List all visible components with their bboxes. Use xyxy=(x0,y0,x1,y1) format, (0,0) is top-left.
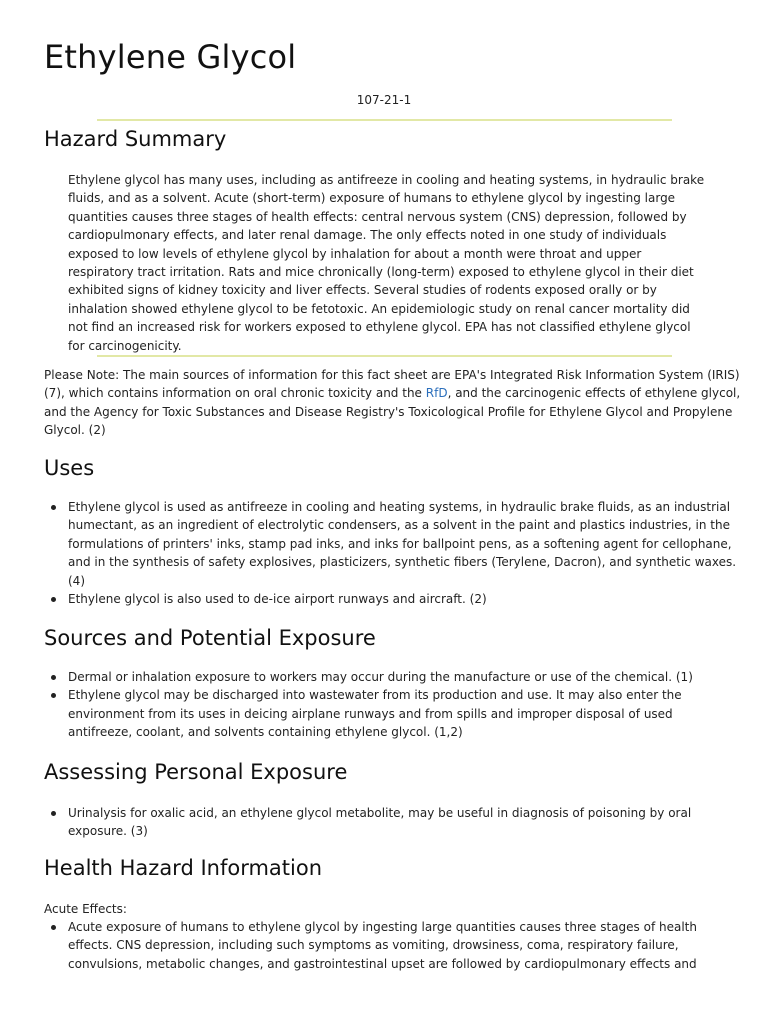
rfd-link[interactable]: RfD xyxy=(425,386,448,401)
assessing-list xyxy=(44,804,708,841)
health-heading: Health Hazard Information xyxy=(44,856,323,880)
cas-number: 107-21-1 xyxy=(356,93,412,107)
sources-note xyxy=(44,366,744,440)
divider xyxy=(97,355,672,357)
assessing-heading: Assessing Personal Exposure xyxy=(44,760,348,784)
hazard-summary-heading: Hazard Summary xyxy=(44,127,227,151)
uses-list xyxy=(44,498,740,608)
sources-heading: Sources and Potential Exposure xyxy=(44,626,376,650)
hazard-summary-text: Ethylene glycol has many uses, including as antifreeze in cooling and heating systems, in hydraulic brake fluids, and as a solvent. Acute (short-term) exposure of humans to ethylene glycol by ingesting large quantities causes three stages of health effects: central nervous system (CNS) depression, followed by cardiopulmonary effects, and later renal damage. The only effects noted in one study of individuals exposed to low levels of ethylene glycol by inhalation for about a month were throat and upper respiratory tract irritation. Rats and mice chronically (long-term) exposed to ethylene glycol in their diet exhibited signs of kidney toxicity and liver effects. Several studies of rodents exposed orally or by inhalation showed ethylene glycol to be fetotoxic. An epidemiologic study on renal cancer mortality did not find an increased risk for workers exposed to ethylene glycol. EPA has not classified ethylene glycol for carcinogenicity. xyxy=(68,173,705,353)
list-item: Ethylene glycol is also used to de-ice airport runways and aircraft. (2) xyxy=(68,590,740,608)
list-item: Ethylene glycol is used as antifreeze in cooling and heating systems, in hydraulic brake fluids, as an industrial humectant, as an ingredient of electrolytic condensers, as a solvent in the paint and plastics industries, in the formulations of printers' inks, stamp pad inks, and inks for ballpoint pens, as a softening agent for cellophane, and in the synthesis of safety explosives, plasticizers, synthetic fibers (Terylene, Dacron), and synthetic waxes. (4) xyxy=(68,498,740,590)
page-title: Ethylene Glycol xyxy=(44,38,297,76)
list-item: Ethylene glycol may be discharged into wastewater from its production and use. It may also enter the environment from its uses in deicing airplane runways and from spills and improper disposal of used antifreeze, coolant, and solvents containing ethylene glycol. (1,2) xyxy=(68,686,728,741)
list-item: Dermal or inhalation exposure to workers may occur during the manufacture or use of the chemical. (1) xyxy=(68,668,728,686)
divider xyxy=(97,119,672,121)
health-list xyxy=(44,918,708,973)
list-item: Acute exposure of humans to ethylene glycol by ingesting large quantities causes three stages of health effects. CNS depression, including such symptoms as vomiting, drowsiness, coma, respiratory failure, convulsions, metabolic changes, and gastrointestinal upset are followed by cardiopulmonary effects and xyxy=(68,918,708,973)
note-text: , and the carcinogenic effects of ethylene glycol, and the Agency for Toxic Substances and Disease Registry's Toxicological Profile for Ethylene Glycol and Propylene Glycol. (2) xyxy=(44,386,741,438)
acute-effects-label: Acute Effects: xyxy=(44,902,127,916)
list-item: Urinalysis for oxalic acid, an ethylene glycol metabolite, may be useful in diagnosis of poisoning by oral exposure. (3) xyxy=(68,804,708,841)
note-text: Please Note: The main sources of information for this fact sheet are EPA's Integrated Risk Information System (IRIS) (7), which contains information on oral chronic toxicity and the xyxy=(44,368,740,401)
sources-list xyxy=(44,668,728,742)
uses-heading: Uses xyxy=(44,456,95,480)
